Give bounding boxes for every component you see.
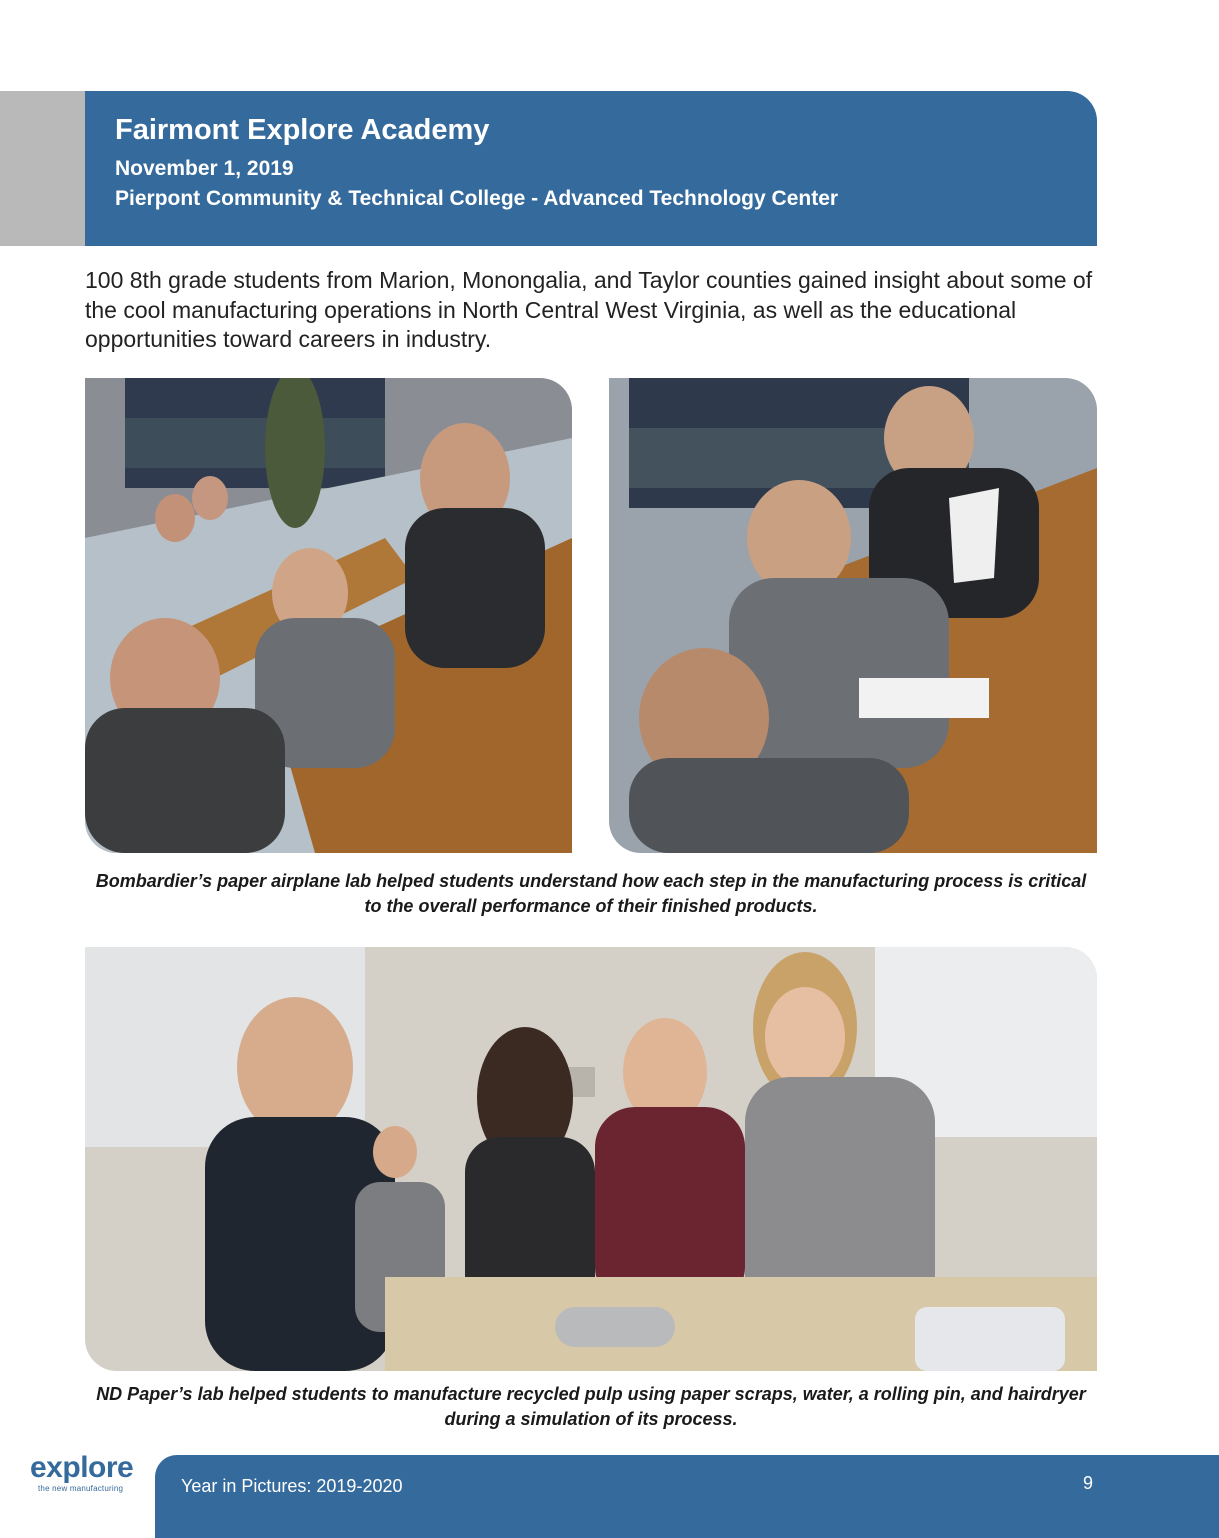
intro-paragraph: 100 8th grade students from Marion, Monongalia, and Taylor counties gained insight about some of the cool manufacturing operations in North Central West Virginia, as well as the educational opportunities toward careers in industry. [85,267,1093,352]
explore-logo [30,1452,145,1494]
caption-airplane-lab: Bombardier’s paper airplane lab helped students understand how each step in the manufacturing process is critical to the overall performance of their finished products. [95,871,1087,916]
page-footer [155,1455,1219,1538]
event-date: November 1, 2019 [115,157,294,180]
caption-paper-pulp-lab: ND Paper’s lab helped students to manufacture recycled pulp using paper scraps, water, a rolling pin, and hairdryer during a simulation of its process. [96,1384,1086,1429]
photo-paper-pulp-lab [85,947,1097,1371]
header-side-tab [0,91,85,246]
page-number: 9 [1083,1473,1094,1493]
event-location: Pierpont Community & Technical College - Advanced Technology Center [115,187,839,210]
photo-airplane-lab-right [609,378,1097,853]
logo-tagline: the new manufacturing [38,1484,124,1493]
page-title: Fairmont Explore Academy [115,114,490,146]
page-header [85,91,1097,246]
footer-title: Year in Pictures: 2019-2020 [181,1476,403,1496]
logo-wordmark: explore [30,1451,134,1484]
photo-airplane-lab-left [85,378,572,853]
